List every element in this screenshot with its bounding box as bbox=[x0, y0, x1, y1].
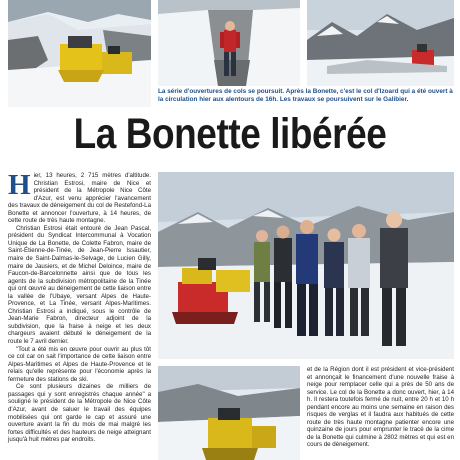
article-column-2 bbox=[307, 366, 454, 449]
photo-man-on-road bbox=[158, 0, 300, 86]
article-paragraph: Ce sont plusieurs dizaines de milliers de passages qui y sont enregistrés chaque année" a souligné le président de la Métropole de Nice Côte d'Azur, avant de saluer le travail des équipes mobilisées qui ont garde le cap et assuré une ouverture avant la fin du mois de mai malgré les fortes difficultés et des hauteurs de neige atteignant jusqu'à huit mètres par endroits. bbox=[8, 383, 151, 444]
photo-snowblower-bottom bbox=[158, 366, 300, 460]
photo-officials-group bbox=[158, 172, 454, 359]
article-paragraph: Hier, 13 heures, 2 715 mètres d'altitude. Christian Estrosi, maire de Nice et président de la Métropole Nice Côte d'Azur, est venu apprécier l'avancement des travaux de déneigement du col de Restefond-La Bonette et annoncer l'ouverture, à 14 heures, de cette route de très haute montagne. bbox=[8, 169, 151, 225]
article-paragraph: "Tout a été mis en œuvre pour ouvrir au plus tôt ce col car on sait l'importance de cette liaison entre Alpes-Maritimes et Alpes de Haute-Provence et le relais qu'elle représente pour l'économie après la fermeture des stations de ski. bbox=[8, 345, 151, 383]
photo-mountain-machine bbox=[307, 0, 454, 86]
drop-cap: H bbox=[8, 169, 31, 201]
photo-caption: La série d'ouvertures de cols se poursuit. Après la Bonette, c'est le col d'Izoard qui a été ouvert à la circulation hier aux alentours de 16h. Les travaux se poursuivent sur le Galibier. bbox=[158, 88, 453, 104]
page-title: La Bonette libérée bbox=[73, 110, 387, 158]
photo-snowblower-top-left bbox=[8, 0, 151, 107]
article-paragraph: Christian Estrosi était entouré de Jean Pascal, président du Syndicat Intercommunal à Vocation Unique de La Bonette, de Colette Fabron, maire de Saint-Étienne-de-Tinée, de Jean-Pierre Issautier, maire de Saint-Dalmas-le-Selvage, de Lucien Gilly, maire de Jausiers, et de Michel Deloince, maire de Faucon-de-Barcelonnette ainsi que de tous les agents de la subdivision métropolitaine de la Tinée qui ont œuvré au déneigement de cette liaison entre la vallée de l'Ubaye, versant Alpes de Haute-Provence, et La Tinée, versant Alpes-Maritimes. Christian Estrosi a indiqué, sous le contrôle de Jean-Marie Fabron, directeur adjoint de la subdivision, que la fraise à neige et les deux chargeurs avaient débuté le déneigement de la route le 7 avril dernier. bbox=[8, 224, 151, 346]
article-paragraph: et de la Région dont il est président et vice-président et annonçait le financement d'une nouvelle fraise à neige pour remplacer celle qui a près de 50 ans de service. Le col de la Bonette a donc ouvert, hier, à 14 h. Il restera toutefois fermé de nuit, entre 20 h et 10 h pendant encore au moins une semaine en raison des risques de verglas et il faudra aux habitués de cette route de très haute montagne patienter encore une quinzaine de jours pour emprunter le tracé de la cime de la Bonette qui culmine à 2802 mètres et qui est en cours de déneigement. bbox=[307, 366, 454, 449]
article-column-1 bbox=[8, 169, 151, 444]
